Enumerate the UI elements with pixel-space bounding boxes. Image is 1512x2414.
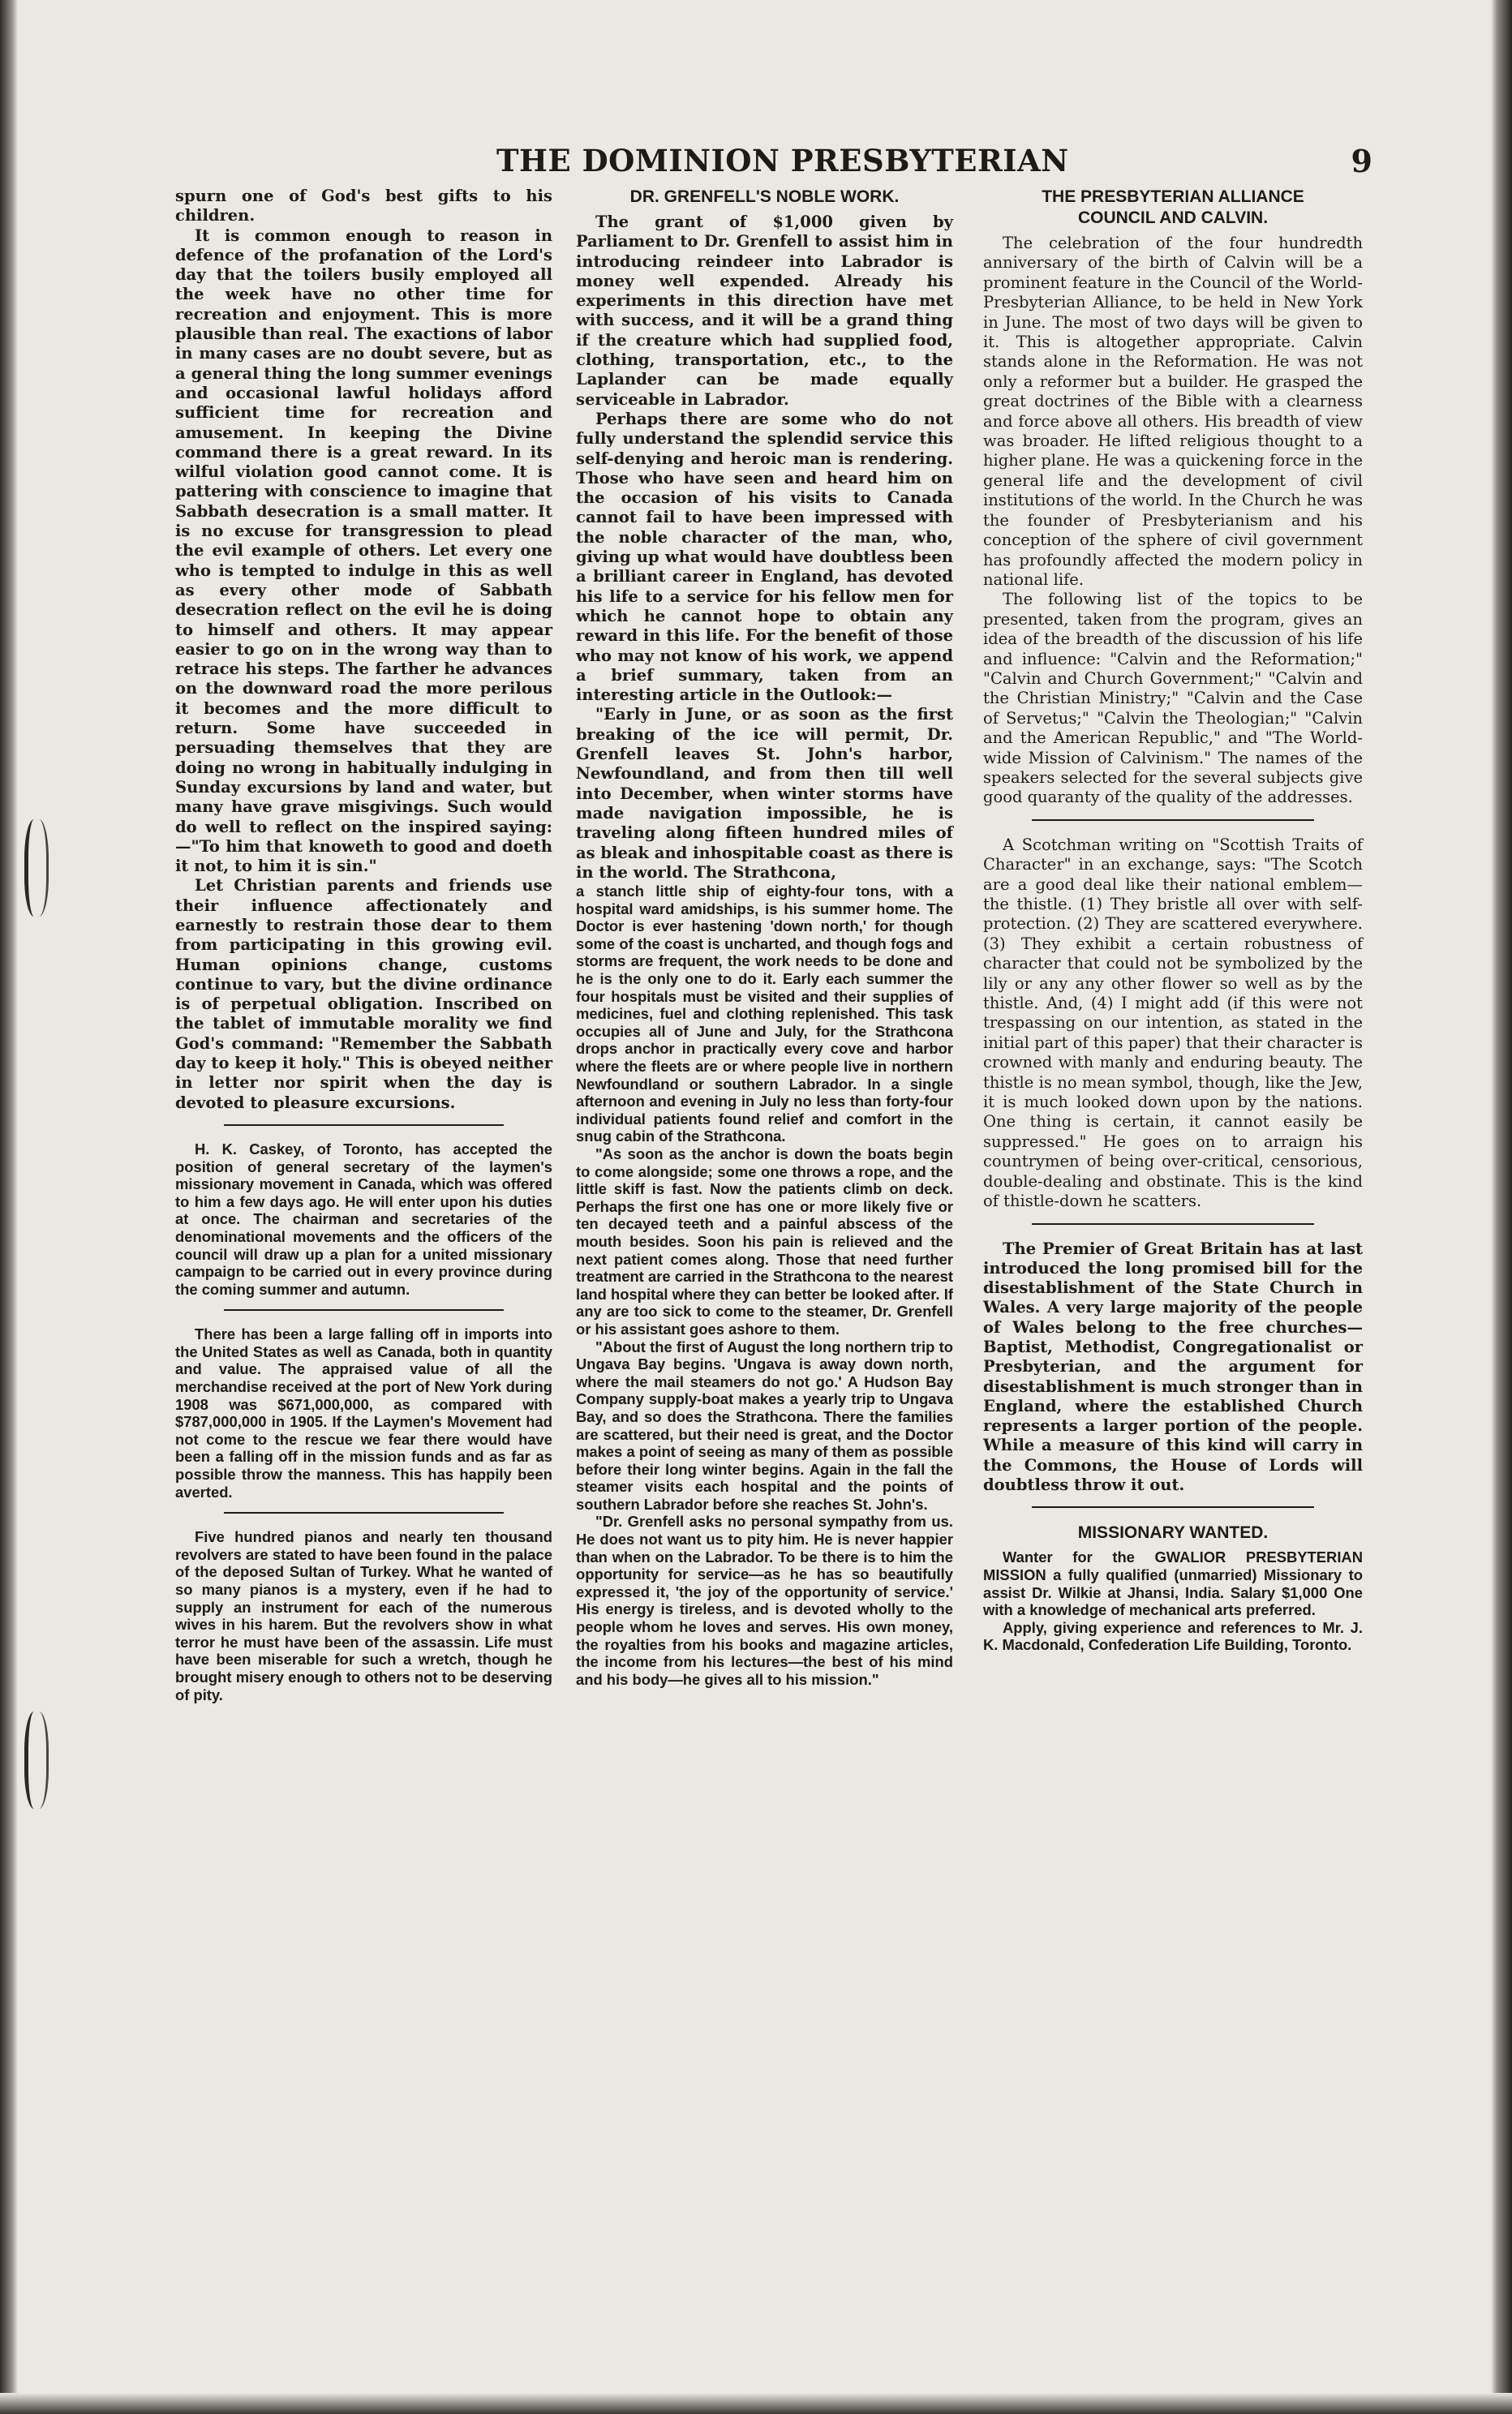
- paragraph: Perhaps there are some who do not fully understand the splendid service this self-denying and heroic man is rendering. Those who have seen and heard him on the occasion of his visits to Canada cannot fail to have been impressed with the noble character of the man, who, giving up what would have doubtless been a brilliant career in England, has devoted his life to a service for his fellow men for which he cannot hope to obtain any reward in this life. For the benefit of those who may not know of his work, we append a brief summary, taken from an interesting article in the Outlook:—: [576, 409, 953, 705]
- column-3: [983, 187, 1363, 1654]
- article-heading: DR. GRENFELL'S NOBLE WORK.: [629, 187, 900, 206]
- binding-mark: [24, 1712, 49, 1809]
- paragraph: "As soon as the anchor is down the boats begin to come alongside; some one throws a rope, and the little skiff is fast. Now the patients climb on deck. Perhaps the first one has one or more likely five or ten decayed teeth and a painful abscess of the mouth besides. Soon his pain is relieved and the next patient comes along. Those that need further treatment are carried in the Strathcona to the nearest land hospital where they can better be looked after. If any are too sick to come to the steamer, Dr. Grenfell or his assistant goes ashore to them.: [576, 1145, 953, 1338]
- scan-edge-bottom: [0, 2393, 1512, 2414]
- paragraph: "Dr. Grenfell asks no personal sympathy from us. He does not want us to pity him. He is never happier than when on the Labrador. To be there is to him the opportunity for service—as he has so beautifully expressed it, 'the joy of the opportunity of service.' His energy is tireless, and is devoted wholly to the people whom he loves and serves. His own money, the royalties from his books and magazine articles, the income from his lectures—the best of his mind and his body—he gives all to his mission.": [576, 1513, 953, 1688]
- divider: [224, 1309, 504, 1311]
- column-2: [576, 187, 953, 1688]
- paragraph: spurn one of God's best gifts to his children.: [175, 187, 552, 226]
- paragraph: The following list of the topics to be presented, taken from the program, gives an idea of the breadth of the discussion of his life and influence: "Calvin and the Reformation;" "Calvin and Church Government;" "Calvin and the Christian Ministry;" "Calvin and the Case of Servetus;" "Calvin the Theologian;" "Calvin and the American Republic," and "The World-wide Mission of Calvinism." The names of the speakers selected for the several subjects give good quaranty of the quality of the addresses.: [983, 590, 1363, 807]
- paragraph: a stanch little ship of eighty-four tons, with a hospital ward amidships, is his summer home. The Doctor is ever hastening 'down north,' for though some of the coast is uncharted, and though fogs and storms are frequent, the work needs to be done and he is the only one to do it. Early each summer the four hospitals must be visited and their supplies of medicines, fuel and clothing replenished. This task occupies all of June and July, for the Strathcona drops anchor in practically every cove and harbor where the fleets are or where people live in northern Newfoundland or southern Labrador. In a single afternoon and evening in July no less than forty-four individual patients found relief and comfort in the snug cabin of the Strathcona.: [576, 883, 953, 1145]
- scan-edge-left: [0, 0, 18, 2414]
- page-header: [496, 143, 1372, 188]
- divider: [1032, 819, 1314, 821]
- page-number: 9: [1351, 143, 1372, 179]
- paragraph: "Early in June, or as soon as the first breaking of the ice will permit, Dr. Grenfell leaves St. John's harbor, Newfoundland, and from then till well into December, when winter storms have made navigation impossible, he is traveling along fifteen hundred miles of as bleak and inhospitable coast as there is in the world. The Strathcona,: [576, 705, 953, 882]
- paragraph: There has been a large falling off in imports into the United States as well as Canada, both in quantity and value. The appraised value of all the merchandise received at the port of New York during 1908 was $671,000,000, as compared with $787,000,000 in 1905. If the Laymen's Movement had not come to the rescue we fear there would have been a falling off in the mission funds and as far as possible throw the manness. This has happily been averted.: [175, 1325, 552, 1501]
- paragraph: "About the first of August the long northern trip to Ungava Bay begins. 'Ungava is away down north, where the mail steamers do not go.' A Hudson Bay Company supply-boat makes a yearly trip to Ungava Bay, and so does the Strathcona. There the families are scattered, but their need is great, and the Doctor makes a point of seeing as many of them as possible before their long winter begins. Again in the fall the steamer visits each hospital and the points of southern Labrador before she reaches St. John's.: [576, 1338, 953, 1513]
- divider: [224, 1512, 504, 1514]
- paragraph: Five hundred pianos and nearly ten thousand revolvers are stated to have been found in the palace of the deposed Sultan of Turkey. What he wanted of so many pianos is a mystery, even if he had to supply an instrument for each of the numerous wives in his harem. But the revolvers show in what terror he must have been of the assassin. Life must have been miserable for such a wretch, though he brought misery enough to others not to be deserving of pity.: [175, 1528, 552, 1703]
- paragraph: Apply, giving experience and references to Mr. J. K. Macdonald, Confederation Life Building, Toronto.: [983, 1618, 1363, 1654]
- paragraph: The celebration of the four hundredth anniversary of the birth of Calvin will be a prominent feature in the Council of the World-Presbyterian Alliance, to be held in New York in June. The most of two days will be given to it. This is altogether appropriate. Calvin stands alone in the Reformation. He was not only a reformer but a builder. He grasped the great doctrines of the Bible with a clearness and force above all others. His breadth of view was broader. He lifted religious thought to a higher plane. He was a quickening force in the general life and the development of civil institutions of the world. In the Church he was the founder of Presbyterianism and his conception of the sphere of civil government has profoundly affected the modern policy in national life.: [983, 234, 1363, 589]
- divider: [1032, 1223, 1314, 1225]
- paragraph: A Scotchman writing on "Scottish Traits of Character" in an exchange, says: "The Scotch are a good deal like their national emblem—the thistle. (1) They bristle all over with self-protection. (2) They are scattered everywhere. (3) They exhibit a certain robustness of character that could not be symbolized by the lily or any any other flower so well as by the thistle. And, (4) I might add (if this were not trespassing on our intention, as stated in the initial part of this paper) that their character is crowned with manly and enduring beauty. The thistle is no mean symbol, though, like the Jew, it is much looked down upon by the nations. One thing is certain, it cannot easily be suppressed." He goes on to arraign his countrymen of being over-critical, censorious, double-dealing and obstinate. This is the kind of thistle-down he scatters.: [983, 835, 1363, 1211]
- divider: [1032, 1506, 1314, 1508]
- scan-edge-right: [1491, 0, 1512, 2414]
- article-heading: THE PRESBYTERIAN ALLIANCE: [1042, 187, 1304, 206]
- paragraph: Wanter for the GWALIOR PRESBYTERIAN MISSION a fully qualified (unmarried) Missionary to assist Dr. Wilkie at Jhansi, India. Salary $1,000 One with a knowledge of mechanical arts preferred.: [983, 1548, 1363, 1619]
- paragraph: H. K. Caskey, of Toronto, has accepted the position of general secretary of the laymen's missionary movement in Canada, which was offered to him a few days ago. He will enter upon his duties at once. The chairman and secretaries of the denominational movements and the officers of the council will draw up a plan for a united missionary campaign to be carried out in every province during the coming summer and autumn.: [175, 1140, 552, 1298]
- paragraph: The grant of $1,000 given by Parliament to Dr. Grenfell to assist him in introducing reindeer into Labrador is money well expended. Already his experiments in this direction have met with success, and it will be a grand thing if the creature which had supplied food, clothing, transportation, etc., to the Laplander can be made equally serviceable in Labrador.: [576, 213, 953, 409]
- column-1: [175, 187, 552, 1703]
- article-heading: MISSIONARY WANTED.: [1077, 1523, 1269, 1543]
- article-subheading: COUNCIL AND CALVIN.: [1077, 208, 1269, 227]
- paragraph: The Premier of Great Britain has at last introduced the long promised bill for the disestablishment of the State Church in Wales. A very large majority of the people of Wales belong to the free churches—Baptist, Methodist, Congregationalist or Presbyterian, and the argument for disestablishment is much stronger than in England, where the established Church represents a larger portion of the people. While a measure of this kind will carry in the Commons, the House of Lords will doubtless throw it out.: [983, 1239, 1363, 1495]
- binding-mark: [24, 819, 49, 917]
- paragraph: It is common enough to reason in defence of the profanation of the Lord's day that the toilers busily employed all the week have no other time for recreation and enjoyment. This is more plausible than real. The exactions of labor in many cases are no doubt severe, but as a general thing the long summer evenings and occasional lawful holidays afford sufficient time for recreation and amusement. In keeping the Divine command there is a great reward. In its wilful violation good cannot come. It is pattering with conscience to imagine that Sabbath desecration is a small matter. It is no excuse for transgression to plead the evil example of others. Let every one who is tempted to indulge in this as well as every other mode of Sabbath desecration reflect on the evil he is doing to himself and others. It may appear easier to go on in the wrong way than to retrace his steps. The farther he advances on the downward road the more perilous it becomes and the more difficult to return. Some have succeeded in persuading themselves that they are doing no wrong in habitually indulging in Sunday excursions by land and water, but many have grave misgivings. Such would do well to reflect on the inspired saying:—"To him that knoweth to good and doeth it not, to him it is sin.": [175, 226, 552, 876]
- paragraph: Let Christian parents and friends use their influence affectionately and earnestly to restrain those dear to them from participating in this growing evil. Human opinions change, customs continue to vary, but the divine ordinance is of perpetual obligation. Inscribed on the tablet of immutable morality we find God's command: "Remember the Sabbath day to keep it holy." This is obeyed neither in letter nor spirit when the day is devoted to pleasure excursions.: [175, 876, 552, 1112]
- divider: [224, 1124, 504, 1126]
- masthead: THE DOMINION PRESBYTERIAN: [496, 143, 1069, 178]
